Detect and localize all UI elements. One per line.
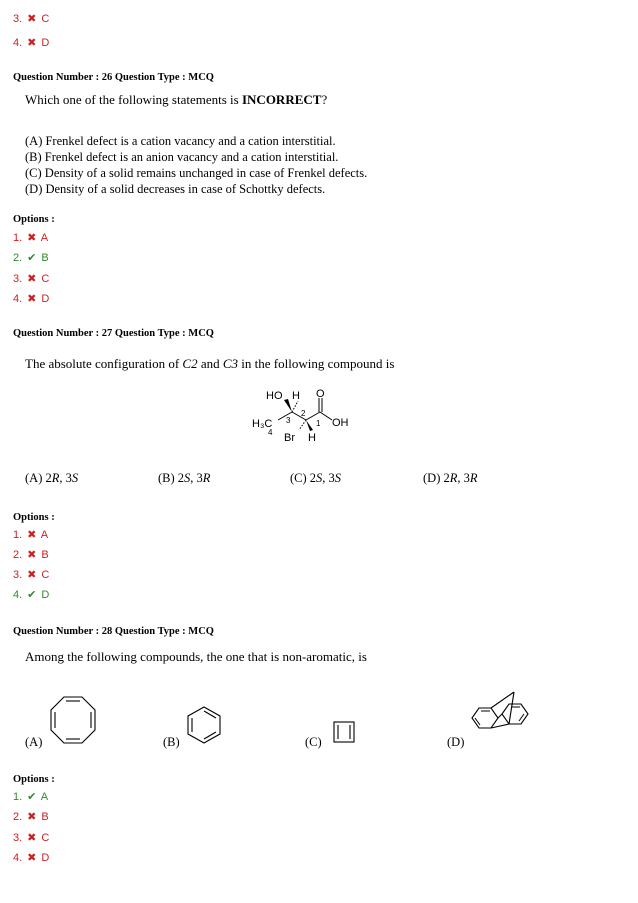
answer-config: S bbox=[316, 471, 323, 485]
option-row bbox=[13, 852, 49, 864]
carbon-label: C2 bbox=[182, 356, 198, 371]
atom-label: H₃C bbox=[252, 418, 273, 430]
atom-number: 3 bbox=[286, 416, 291, 425]
check-icon: ✔ bbox=[27, 791, 37, 803]
cross-icon: ✖ bbox=[27, 37, 37, 49]
option-row bbox=[13, 549, 49, 561]
option-number: 4. bbox=[13, 293, 23, 305]
carbon-label: C3 bbox=[222, 356, 239, 371]
option-label: C bbox=[41, 273, 50, 285]
atom-label: Br bbox=[284, 432, 295, 444]
cyclooctatetraene-structure bbox=[46, 694, 100, 748]
molecule-structure bbox=[248, 386, 358, 446]
option-label: C bbox=[41, 832, 50, 844]
option-row bbox=[13, 832, 49, 844]
question-text-part: ? bbox=[321, 92, 328, 107]
option-label: D bbox=[41, 293, 50, 305]
option-label: B bbox=[41, 811, 49, 823]
check-icon: ✔ bbox=[27, 252, 37, 264]
option-number: 1. bbox=[13, 232, 23, 244]
answer-config: R bbox=[469, 471, 478, 485]
cross-icon: ✖ bbox=[27, 811, 37, 823]
option-row bbox=[13, 273, 49, 285]
option-row bbox=[13, 37, 49, 49]
atom-label: O bbox=[316, 388, 325, 400]
cross-icon: ✖ bbox=[27, 273, 37, 285]
statement-a: (A) Frenkel defect is a cation vacancy and a cation interstitial. bbox=[25, 134, 336, 148]
structure-label-b: (B) bbox=[163, 735, 180, 749]
atom-label: HO bbox=[266, 390, 283, 402]
option-label: A bbox=[40, 791, 49, 803]
option-row bbox=[13, 589, 49, 601]
option-label: A bbox=[40, 529, 49, 541]
answer-config: S bbox=[71, 471, 79, 485]
question-text-26 bbox=[25, 92, 327, 108]
cross-icon: ✖ bbox=[27, 529, 37, 541]
option-number: 2. bbox=[13, 549, 23, 561]
option-label: B bbox=[41, 549, 49, 561]
option-row bbox=[13, 811, 49, 823]
options-label: Options : bbox=[13, 512, 55, 523]
option-row bbox=[13, 252, 49, 264]
cross-icon: ✖ bbox=[27, 832, 37, 844]
statement-d: (D) Density of a solid decreases in case of Schottky defects. bbox=[25, 182, 326, 196]
question-header-26: Question Number : 26 Question Type : MCQ bbox=[13, 72, 214, 83]
option-label: D bbox=[41, 589, 50, 601]
bridged-annulene-structure bbox=[466, 688, 538, 746]
cross-icon: ✖ bbox=[27, 852, 37, 864]
benzene-structure bbox=[183, 704, 225, 746]
option-row bbox=[13, 293, 49, 305]
atom-label: OH bbox=[332, 417, 349, 429]
option-row bbox=[13, 232, 48, 244]
options-label: Options : bbox=[13, 214, 55, 225]
structure-label-c: (C) bbox=[305, 735, 322, 749]
cross-icon: ✖ bbox=[27, 569, 37, 581]
check-icon: ✔ bbox=[27, 589, 37, 601]
answer-choice-d bbox=[423, 471, 478, 486]
answer-text: (B) 2 bbox=[158, 471, 185, 485]
question-header-28: Question Number : 28 Question Type : MCQ bbox=[13, 626, 214, 637]
answer-config: R bbox=[202, 471, 211, 485]
atom-number: 4 bbox=[268, 428, 273, 437]
answer-text: , 3 bbox=[457, 471, 470, 485]
question-text-part: Which one of the following statements is bbox=[25, 92, 242, 107]
answer-text: , 3 bbox=[190, 471, 203, 485]
answer-choice-a bbox=[25, 471, 78, 486]
option-label: B bbox=[41, 252, 49, 264]
answer-text: (D) 2 bbox=[423, 471, 450, 485]
answer-text: , 3 bbox=[322, 471, 335, 485]
question-text-27 bbox=[25, 356, 394, 372]
option-row bbox=[13, 529, 48, 541]
atom-label: H bbox=[292, 390, 300, 402]
option-number: 3. bbox=[13, 273, 23, 285]
atom-label: H bbox=[308, 432, 316, 444]
option-row bbox=[13, 569, 49, 581]
cross-icon: ✖ bbox=[27, 13, 37, 25]
option-number: 2. bbox=[13, 252, 23, 264]
option-number: 1. bbox=[13, 791, 23, 803]
structure-label-a: (A) bbox=[25, 735, 43, 749]
option-row bbox=[13, 791, 48, 803]
question-text-part: The absolute configuration of bbox=[25, 356, 183, 371]
answer-config: S bbox=[334, 471, 342, 485]
question-text-part: in the following compound is bbox=[238, 356, 395, 371]
structure-label-d: (D) bbox=[447, 735, 465, 749]
atom-number: 1 bbox=[316, 419, 321, 428]
option-number: 4. bbox=[13, 852, 23, 864]
option-number: 3. bbox=[13, 569, 23, 581]
options-label: Options : bbox=[13, 774, 55, 785]
option-label: C bbox=[41, 13, 50, 25]
answer-choice-c bbox=[290, 471, 341, 486]
option-label: A bbox=[40, 232, 49, 244]
atom-number: 2 bbox=[301, 409, 306, 418]
question-text-part: and bbox=[197, 356, 223, 371]
question-text-28: Among the following compounds, the one that is non-aromatic, is bbox=[25, 649, 367, 664]
question-header-27: Question Number : 27 Question Type : MCQ bbox=[13, 328, 214, 339]
option-number: 4. bbox=[13, 37, 23, 49]
answer-config: R bbox=[51, 471, 60, 485]
option-number: 4. bbox=[13, 589, 23, 601]
answer-config: R bbox=[449, 471, 458, 485]
option-label: D bbox=[41, 852, 50, 864]
option-number: 2. bbox=[13, 811, 23, 823]
statement-b: (B) Frenkel defect is an anion vacancy and a cation interstitial. bbox=[25, 150, 339, 164]
answer-text: (A) 2 bbox=[25, 471, 52, 485]
option-number: 3. bbox=[13, 13, 23, 25]
cross-icon: ✖ bbox=[27, 549, 37, 561]
answer-text: , 3 bbox=[59, 471, 72, 485]
question-emphasis: INCORRECT bbox=[241, 92, 322, 107]
statement-c: (C) Density of a solid remains unchanged in case of Frenkel defects. bbox=[25, 166, 368, 180]
cross-icon: ✖ bbox=[27, 293, 37, 305]
option-number: 1. bbox=[13, 529, 23, 541]
answer-text: (C) 2 bbox=[290, 471, 317, 485]
answer-choice-b bbox=[158, 471, 210, 486]
option-label: D bbox=[41, 37, 50, 49]
cyclobutadiene-structure bbox=[331, 719, 357, 745]
answer-config: S bbox=[184, 471, 191, 485]
option-label: C bbox=[41, 569, 50, 581]
cross-icon: ✖ bbox=[27, 232, 37, 244]
option-number: 3. bbox=[13, 832, 23, 844]
option-row bbox=[13, 13, 49, 25]
